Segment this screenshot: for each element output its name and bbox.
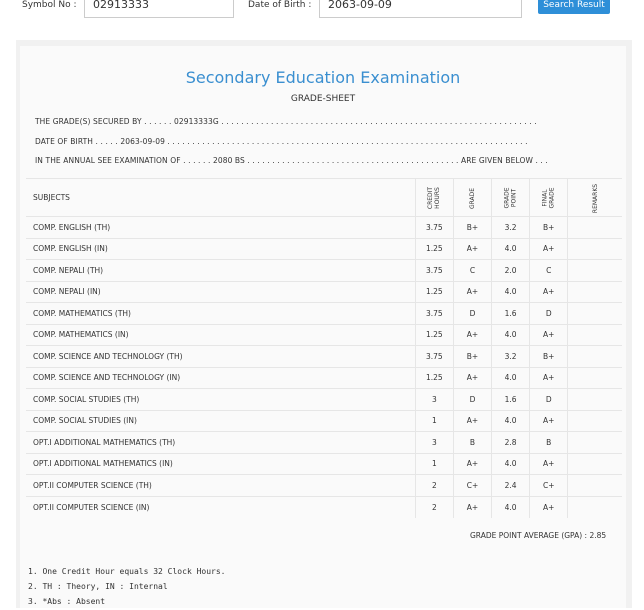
symbol-no-label: Symbol No : xyxy=(22,0,77,10)
final-grade-cell: B+ xyxy=(530,346,568,368)
grade-cell: C+ xyxy=(453,475,491,497)
table-row xyxy=(26,346,622,368)
credit-hours-cell: 2 xyxy=(415,475,453,497)
grade-point-cell: 3.2 xyxy=(492,217,530,239)
remarks-header: REMARKS xyxy=(568,179,622,217)
grade-sheet xyxy=(20,46,626,608)
grade-point-header: GRADE POINT xyxy=(492,179,530,217)
table-row xyxy=(26,303,622,325)
subject-cell: COMP. SCIENCE AND TECHNOLOGY (TH) xyxy=(26,346,415,368)
final-grade-cell: C xyxy=(530,260,568,282)
table-row xyxy=(26,475,622,497)
credit-hours-cell: 3.75 xyxy=(415,303,453,325)
grade-secured-line: THE GRADE(S) SECURED BY . . . . . . 02913333G . . . . . . . . . . . . . . . . . . . . . . . . . . . . . . . . . . . . . . . . . . . . . . . . . . . . . . . . . . . . . . . . xyxy=(35,117,537,126)
subject-cell: COMP. SCIENCE AND TECHNOLOGY (IN) xyxy=(26,367,415,389)
search-form xyxy=(0,0,644,22)
subject-cell: COMP. ENGLISH (IN) xyxy=(26,238,415,260)
grade-cell: A+ xyxy=(453,410,491,432)
remarks-cell xyxy=(568,389,622,411)
remarks-cell xyxy=(568,475,622,497)
credit-hours-cell: 1.25 xyxy=(415,367,453,389)
grade-sheet-subtitle: GRADE-SHEET xyxy=(290,94,356,104)
final-grade-header: FINAL GRADE xyxy=(530,179,568,217)
grade-cell: A+ xyxy=(453,453,491,475)
grade-point-cell: 4.0 xyxy=(492,238,530,260)
subject-cell: COMP. NEPALI (IN) xyxy=(26,281,415,303)
subject-cell: COMP. NEPALI (TH) xyxy=(26,260,415,282)
grade-point-cell: 4.0 xyxy=(492,281,530,303)
dob-label: Date of Birth : xyxy=(248,0,312,10)
credit-hours-cell: 2 xyxy=(415,496,453,518)
remarks-cell xyxy=(568,217,622,239)
remarks-cell xyxy=(568,453,622,475)
table-row xyxy=(26,389,622,411)
subject-cell: COMP. MATHEMATICS (IN) xyxy=(26,324,415,346)
final-grade-cell: D xyxy=(530,389,568,411)
grade-cell: A+ xyxy=(453,238,491,260)
credit-hours-cell: 3.75 xyxy=(415,217,453,239)
grade-point-cell: 4.0 xyxy=(492,453,530,475)
note-item: 1. One Credit Hour equals 32 Clock Hours. xyxy=(28,567,226,576)
grade-cell: B xyxy=(453,432,491,454)
credit-hours-cell: 1.25 xyxy=(415,324,453,346)
table-row xyxy=(26,496,622,518)
search-result-button[interactable]: Search Result xyxy=(538,0,610,14)
final-grade-cell: A+ xyxy=(530,324,568,346)
grades-table xyxy=(26,178,622,518)
grade-point-cell: 4.0 xyxy=(492,324,530,346)
remarks-cell xyxy=(568,324,622,346)
remarks-cell xyxy=(568,346,622,368)
grade-point-cell: 4.0 xyxy=(492,410,530,432)
credit-hours-cell: 3.75 xyxy=(415,260,453,282)
remarks-cell xyxy=(568,496,622,518)
remarks-cell xyxy=(568,303,622,325)
credit-hours-cell: 1 xyxy=(415,410,453,432)
subject-cell: OPT.II COMPUTER SCIENCE (TH) xyxy=(26,475,415,497)
subject-cell: OPT.I ADDITIONAL MATHEMATICS (TH) xyxy=(26,432,415,454)
final-grade-cell: A+ xyxy=(530,496,568,518)
grade-cell: D xyxy=(453,303,491,325)
subject-cell: COMP. SOCIAL STUDIES (TH) xyxy=(26,389,415,411)
credit-hours-cell: 3 xyxy=(415,432,453,454)
grade-point-cell: 3.2 xyxy=(492,346,530,368)
grade-cell: D xyxy=(453,389,491,411)
subject-cell: OPT.I ADDITIONAL MATHEMATICS (IN) xyxy=(26,453,415,475)
grade-cell: A+ xyxy=(453,496,491,518)
dob-input[interactable]: 2063-09-09 xyxy=(319,0,522,18)
grade-cell: A+ xyxy=(453,367,491,389)
dob-line: DATE OF BIRTH . . . . . 2063-09-09 . . . . . . . . . . . . . . . . . . . . . . . . . . . . . . . . . . . . . . . . . . . . . . . . . . . . . . . . . . . . . . . . . . . . . . . . . xyxy=(35,137,528,146)
final-grade-cell: A+ xyxy=(530,238,568,260)
grade-point-cell: 2.4 xyxy=(492,475,530,497)
final-grade-cell: A+ xyxy=(530,367,568,389)
subject-cell: COMP. ENGLISH (TH) xyxy=(26,217,415,239)
remarks-cell xyxy=(568,238,622,260)
remarks-cell xyxy=(568,367,622,389)
exam-title: Secondary Education Examination xyxy=(185,68,461,87)
grade-point-cell: 4.0 xyxy=(492,367,530,389)
credit-hours-header: CREDIT HOURS xyxy=(415,179,453,217)
grade-point-cell: 4.0 xyxy=(492,496,530,518)
note-item: 2. TH : Theory, IN : Internal xyxy=(28,582,168,591)
remarks-cell xyxy=(568,260,622,282)
table-row xyxy=(26,324,622,346)
credit-hours-cell: 1.25 xyxy=(415,281,453,303)
subject-cell: COMP. SOCIAL STUDIES (IN) xyxy=(26,410,415,432)
final-grade-cell: A+ xyxy=(530,281,568,303)
gpa-summary: GRADE POINT AVERAGE (GPA) : 2.85 xyxy=(470,531,607,540)
final-grade-cell: B+ xyxy=(530,217,568,239)
remarks-cell xyxy=(568,432,622,454)
subject-cell: OPT.II COMPUTER SCIENCE (IN) xyxy=(26,496,415,518)
symbol-no-input[interactable]: 02913333 xyxy=(84,0,234,18)
final-grade-cell: D xyxy=(530,303,568,325)
grade-cell: C xyxy=(453,260,491,282)
credit-hours-cell: 3 xyxy=(415,389,453,411)
grade-point-cell: 1.6 xyxy=(492,303,530,325)
subjects-header: SUBJECTS xyxy=(26,179,415,217)
table-row xyxy=(26,260,622,282)
remarks-cell xyxy=(568,281,622,303)
grade-cell: B+ xyxy=(453,346,491,368)
credit-hours-cell: 1.25 xyxy=(415,238,453,260)
credit-hours-cell: 3.75 xyxy=(415,346,453,368)
table-row xyxy=(26,432,622,454)
final-grade-cell: A+ xyxy=(530,410,568,432)
table-header-row xyxy=(26,179,622,217)
grade-cell: A+ xyxy=(453,324,491,346)
grade-point-cell: 2.8 xyxy=(492,432,530,454)
grade-cell: A+ xyxy=(453,281,491,303)
table-row xyxy=(26,217,622,239)
table-row xyxy=(26,410,622,432)
table-row xyxy=(26,238,622,260)
grade-cell: B+ xyxy=(453,217,491,239)
grade-point-cell: 2.0 xyxy=(492,260,530,282)
final-grade-cell: A+ xyxy=(530,453,568,475)
table-row xyxy=(26,281,622,303)
credit-hours-cell: 1 xyxy=(415,453,453,475)
subject-cell: COMP. MATHEMATICS (TH) xyxy=(26,303,415,325)
exam-year-line: IN THE ANNUAL SEE EXAMINATION OF . . . . . . 2080 BS . . . . . . . . . . . . . . . . . . . . . . . . . . . . . . . . . . . . . . . . . . . ARE GIVEN BELOW . . . xyxy=(35,156,548,165)
table-row xyxy=(26,453,622,475)
note-item: 3. *Abs : Absent xyxy=(28,597,106,606)
final-grade-cell: B xyxy=(530,432,568,454)
table-row xyxy=(26,367,622,389)
final-grade-cell: C+ xyxy=(530,475,568,497)
grade-header: GRADE xyxy=(453,179,491,217)
grade-point-cell: 1.6 xyxy=(492,389,530,411)
notes xyxy=(28,564,225,609)
remarks-cell xyxy=(568,410,622,432)
